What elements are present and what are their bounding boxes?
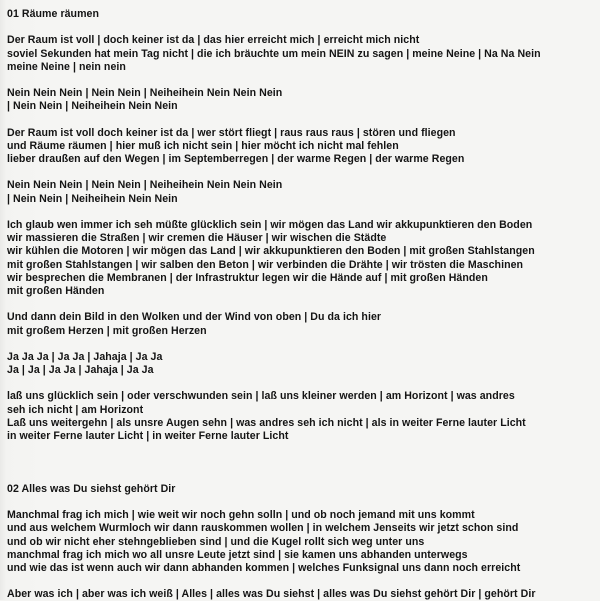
- lyric-line: wir besprechen die Membranen | der Infrastruktur legen wir die Hände auf | mit großen Händen: [7, 271, 488, 284]
- lyric-line: mit großen Händen: [7, 284, 105, 297]
- lyric-line: in weiter Ferne lauter Licht | in weiter Ferne lauter Licht: [7, 430, 289, 442]
- lyric-line: und ob wir nicht eher stehngeblieben sind | und die Kugel rollt sich weg unter uns: [7, 535, 425, 548]
- lyric-line: Nein Nein Nein | Nein Nein | Neiheihein Nein Nein Nein: [7, 179, 283, 192]
- lyric-line: Der Raum ist voll doch keiner ist da | wer stört fliegt | raus raus raus | stören und fliegen: [7, 126, 456, 139]
- lyric-line: manchmal frag ich mich wo all unsre Leute jetzt sind | sie kamen uns abhanden unterwegs: [7, 548, 468, 561]
- lyric-line: soviel Sekunden hat mein Tag nicht | die ich bräuchte um mein NEIN zu sagen | meine Neine | Na Na Nein: [7, 47, 541, 60]
- lyric-line: meine Neine | nein nein: [7, 60, 126, 73]
- lyrics-text: [7, 8, 597, 601]
- song-title: 02 Alles was Du siehst gehört Dir: [7, 482, 176, 495]
- lyric-line: Der Raum ist voll | doch keiner ist da | das hier erreicht mich | erreicht mich nicht: [7, 34, 420, 47]
- lyric-line: und Räume räumen | hier muß ich nicht sein | hier möcht ich nicht mal fehlen: [7, 139, 399, 152]
- lyric-line: mit großem Herzen | mit großen Herzen: [7, 324, 207, 337]
- lyric-line: Manchmal frag ich mich | wie weit wir noch gehn solln | und ob noch jemand mit uns kommt: [7, 509, 475, 522]
- lyric-line: Laß uns weitergehn | als unsre Augen sehn | was andres seh ich nicht | als in weiter Ferne lauter Licht: [7, 416, 526, 429]
- lyric-line: laß uns glücklich sein | oder verschwunden sein | laß uns kleiner werden | am Horizont | was andres: [7, 390, 515, 403]
- lyric-line: Ja | Ja | Ja Ja | Jahaja | Ja Ja: [7, 364, 154, 377]
- lyric-line: Ich glaub wen immer ich seh müßte glücklich sein | wir mögen das Land wir akkupunktieren den Boden: [7, 219, 533, 231]
- lyric-line: wir massieren die Straßen | wir cremen die Häuser | wir wischen die Städte: [7, 232, 387, 245]
- lyric-line: lieber draußen auf den Wegen | im Septemberregen | der warme Regen | der warme Regen: [7, 153, 465, 166]
- song-title: 01 Räume räumen: [7, 8, 100, 20]
- lyric-line: und wie das ist wenn auch wir dann abhanden kommen | welches Funksignal uns dann noch erreicht: [7, 561, 521, 574]
- lyric-line: | Nein Nein | Neiheihein Nein Nein: [7, 192, 178, 205]
- lyric-line: Ja Ja Ja | Ja Ja | Jahaja | Ja Ja: [7, 350, 163, 363]
- lyric-line: und aus welchem Wurmloch wir dann rauskommen wollen | in welchem Jenseits wir jetzt schon sind: [7, 522, 519, 535]
- lyric-line: | Nein Nein | Neiheihein Nein Nein: [7, 100, 178, 113]
- lyric-line: Aber was ich | aber was ich weiß | Alles | alles was Du siehst | alles was Du siehst gehört Dir | gehört Dir: [7, 588, 536, 601]
- lyric-line: seh ich nicht | am Horizont: [7, 403, 144, 416]
- lyric-line: mit großen Stahlstangen | wir salben den Beton | wir verbinden die Drähte | wir trösten die Maschinen: [7, 258, 524, 271]
- lyric-line: Nein Nein Nein | Nein Nein | Neiheihein Nein Nein Nein: [7, 87, 283, 100]
- lyric-line: wir kühlen die Motoren | wir mögen das Land | wir akkupunktieren den Boden | mit großen Stahlstangen: [7, 245, 535, 258]
- lyric-line: Und dann dein Bild in den Wolken und der Wind von oben | Du da ich hier: [7, 311, 382, 324]
